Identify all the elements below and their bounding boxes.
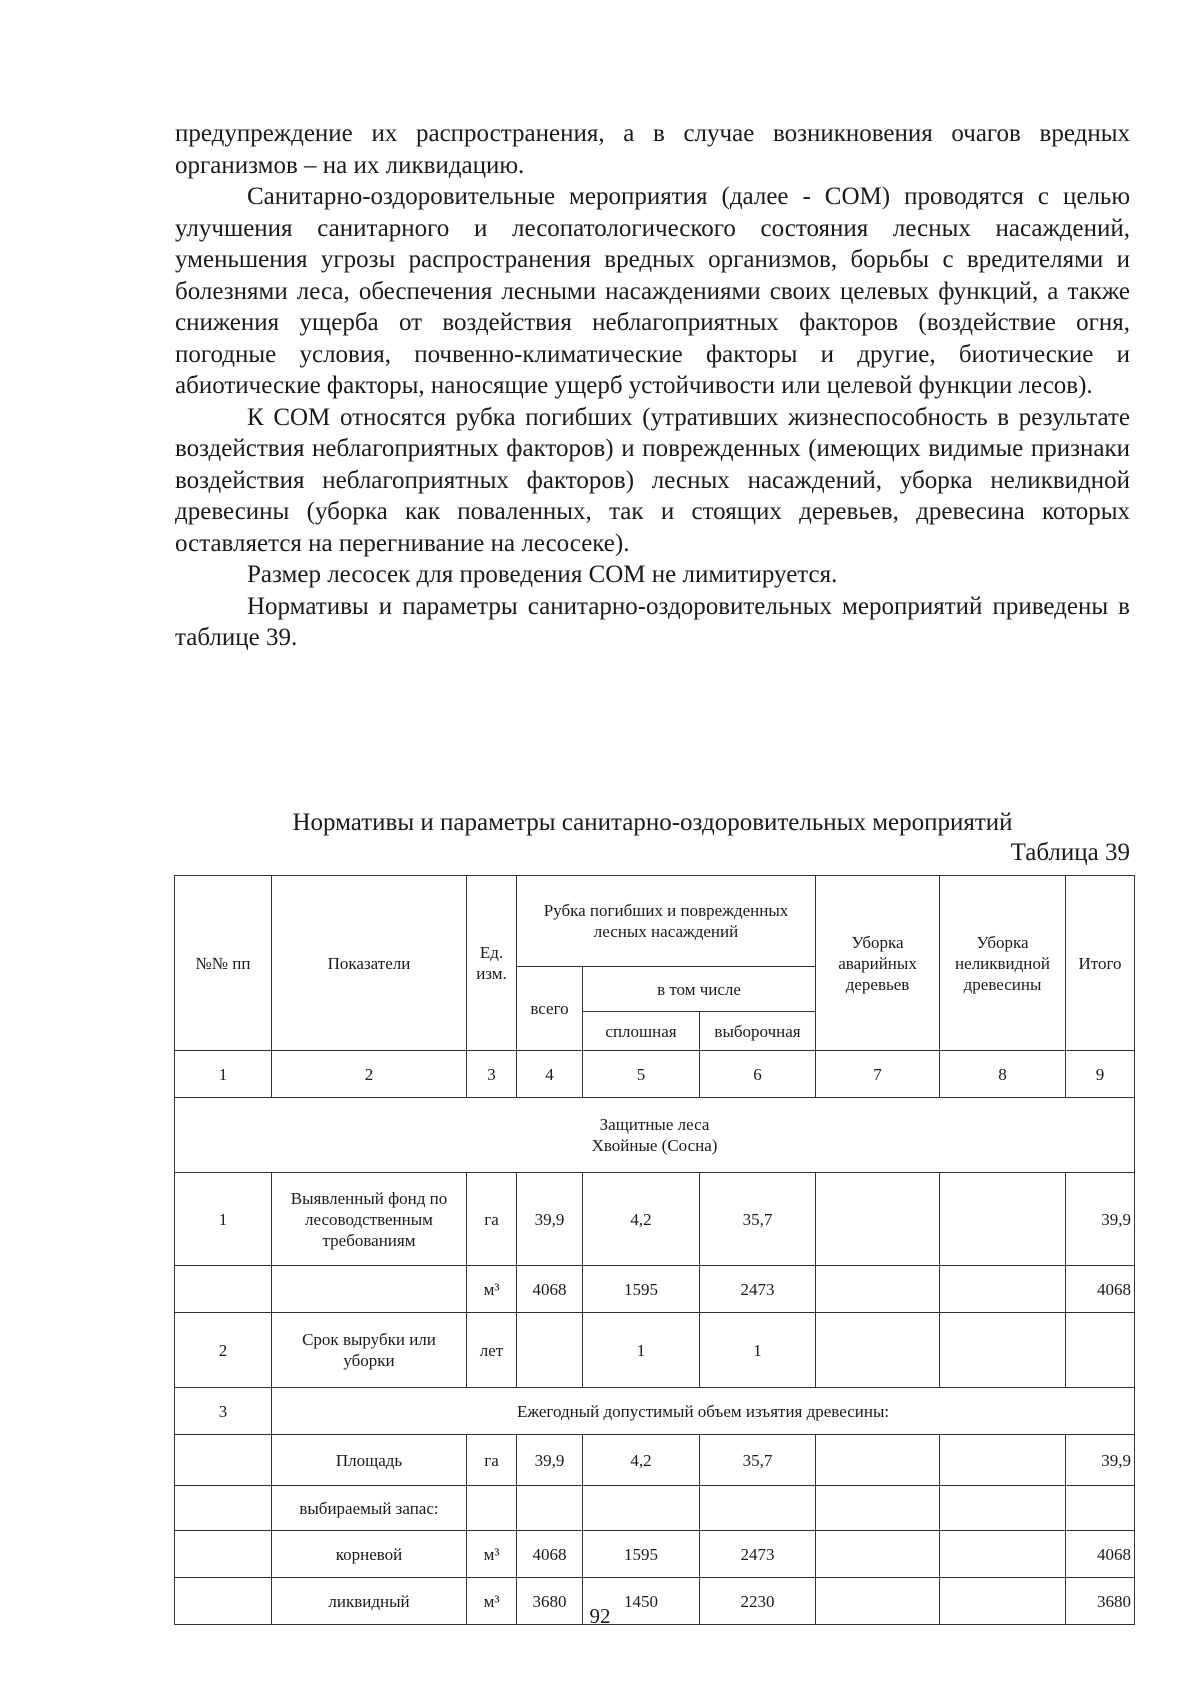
paragraph-2: Санитарно-оздоровительные мероприятия (далее - СОМ) проводятся с целью улучшения санитарного и лесопатологического состояния лесных насаждений, уменьшения угрозы распространения вредных организмов, борьбы с вредителями и болезнями леса, обеспечения лесными насаждениями своих целевых функций, а также снижения ущерба от воздействия неблагоприятных факторов (воздействие огня, погодные условия, почвенно-климатические факторы и другие, биотические и абиотические факторы, наносящие ущерб устойчивости или целевой функции лесов).: [175, 183, 1130, 399]
cell: [940, 1266, 1066, 1313]
cell: выбираемый запас:: [272, 1486, 467, 1531]
cell: 4068: [517, 1266, 583, 1313]
cell: га: [467, 1173, 517, 1266]
cell: [175, 1435, 272, 1486]
cell: 1450: [583, 1578, 700, 1625]
cell: [700, 1486, 816, 1531]
header-num: №№ пп: [175, 876, 272, 1051]
col-number: 3: [467, 1051, 517, 1098]
cell: Выявленный фонд по лесоводственным требованиям: [272, 1173, 467, 1266]
cell: [940, 1313, 1066, 1388]
cell: 1595: [583, 1531, 700, 1578]
cell: [175, 1266, 272, 1313]
paragraph-5: Нормативы и параметры санитарно-оздоровительных мероприятий приведены в таблице 39.: [175, 592, 1130, 651]
cell: 39,9: [517, 1173, 583, 1266]
cell: [175, 1486, 272, 1531]
col-number: 4: [517, 1051, 583, 1098]
paragraph-4: Размер лесосек для проведения СОМ не лимитируется.: [247, 561, 838, 588]
cell: 35,7: [700, 1173, 816, 1266]
cell: 2230: [700, 1578, 816, 1625]
table-row: [175, 1435, 1135, 1486]
cell: м³: [467, 1578, 517, 1625]
cell: 3: [175, 1388, 272, 1435]
cell: [175, 1531, 272, 1578]
cell: ликвидный: [272, 1578, 467, 1625]
body-text: [175, 118, 1130, 654]
cell: га: [467, 1435, 517, 1486]
cell: 3680: [517, 1578, 583, 1625]
cell: [467, 1486, 517, 1531]
cell: 1: [583, 1313, 700, 1388]
header-indicators: Показатели: [272, 876, 467, 1051]
section-line-2: Хвойные (Сосна): [591, 1136, 718, 1155]
cell: [583, 1486, 700, 1531]
cell: Площадь: [272, 1435, 467, 1486]
table-row: [175, 1486, 1135, 1531]
cell: 39,9: [1066, 1173, 1135, 1266]
header-nonliquid: Уборка неликвидной древесины: [940, 876, 1066, 1051]
table-number: Таблица 39: [1010, 839, 1130, 866]
cell: 39,9: [517, 1435, 583, 1486]
cell: 1: [175, 1173, 272, 1266]
section-header: [175, 1098, 1135, 1173]
cell: лет: [467, 1313, 517, 1388]
table-row: [175, 1313, 1135, 1388]
cell: [816, 1486, 940, 1531]
paragraph-3: К СОМ относятся рубка погибших (утративших жизнеспособность в результате воздействия неблагоприятных факторов) и поврежденных (имеющих видимые признаки воздействия неблагоприятных факторов) лесных насаждений, уборка неликвидной древесины (уборка как поваленных, так и стоящих деревьев, древесина которых оставляется на перегнивание на лесосеке).: [175, 403, 1130, 557]
cell: 4068: [517, 1531, 583, 1578]
cell: корневой: [272, 1531, 467, 1578]
header-unit: Ед. изм.: [467, 876, 517, 1051]
cell: [816, 1313, 940, 1388]
cell: 4,2: [583, 1435, 700, 1486]
paragraph-1: предупреждение их распространения, а в случае возникновения очагов вредных организмов – на их ликвидацию.: [175, 120, 1130, 179]
cell: Срок вырубки или уборки: [272, 1313, 467, 1388]
col-number: 7: [816, 1051, 940, 1098]
cell: м³: [467, 1531, 517, 1578]
cell: 3680: [1066, 1578, 1135, 1625]
cell: 4068: [1066, 1531, 1135, 1578]
col-number: 6: [700, 1051, 816, 1098]
col-number: 9: [1066, 1051, 1135, 1098]
cell: 1595: [583, 1266, 700, 1313]
table-row: [175, 1173, 1135, 1266]
cell: Ежегодный допустимый объем изъятия древесины:: [272, 1388, 1135, 1435]
cell: [940, 1531, 1066, 1578]
section-line-1: Защитные леса: [599, 1115, 710, 1134]
cell: [816, 1173, 940, 1266]
cell: 1: [700, 1313, 816, 1388]
cell: [816, 1266, 940, 1313]
cell: [940, 1173, 1066, 1266]
cell: [1066, 1486, 1135, 1531]
cell: [517, 1313, 583, 1388]
header-emergency: Уборка аварийных деревьев: [816, 876, 940, 1051]
cell: 2473: [700, 1266, 816, 1313]
col-number: 5: [583, 1051, 700, 1098]
cell: 39,9: [1066, 1435, 1135, 1486]
table-row: [175, 1266, 1135, 1313]
cell: 2: [175, 1313, 272, 1388]
header-including: в том числе: [583, 967, 816, 1012]
cell: [1066, 1313, 1135, 1388]
cell: [816, 1435, 940, 1486]
cell: 2473: [700, 1531, 816, 1578]
header-clear: сплошная: [583, 1012, 700, 1051]
cell: м³: [467, 1266, 517, 1313]
header-total: Итого: [1066, 876, 1135, 1051]
cell: 4,2: [583, 1173, 700, 1266]
cell: [517, 1486, 583, 1531]
cell: [816, 1531, 940, 1578]
table-caption: Нормативы и параметры санитарно-оздоровительных мероприятий: [292, 809, 1013, 836]
header-felling: Рубка погибших и поврежденных лесных насаждений: [517, 876, 816, 967]
col-number: 1: [175, 1051, 272, 1098]
col-number: 8: [940, 1051, 1066, 1098]
cell: [940, 1486, 1066, 1531]
page-number: 92: [589, 1604, 611, 1628]
cell: 4068: [1066, 1266, 1135, 1313]
cell: [940, 1435, 1066, 1486]
table-row: [175, 1388, 1135, 1435]
header-total-all: всего: [517, 967, 583, 1051]
table-row: [175, 1531, 1135, 1578]
header-selective: выборочная: [700, 1012, 816, 1051]
sanitary-measures-table: [174, 875, 1135, 1625]
col-number: 2: [272, 1051, 467, 1098]
cell: [272, 1266, 467, 1313]
cell: 35,7: [700, 1435, 816, 1486]
